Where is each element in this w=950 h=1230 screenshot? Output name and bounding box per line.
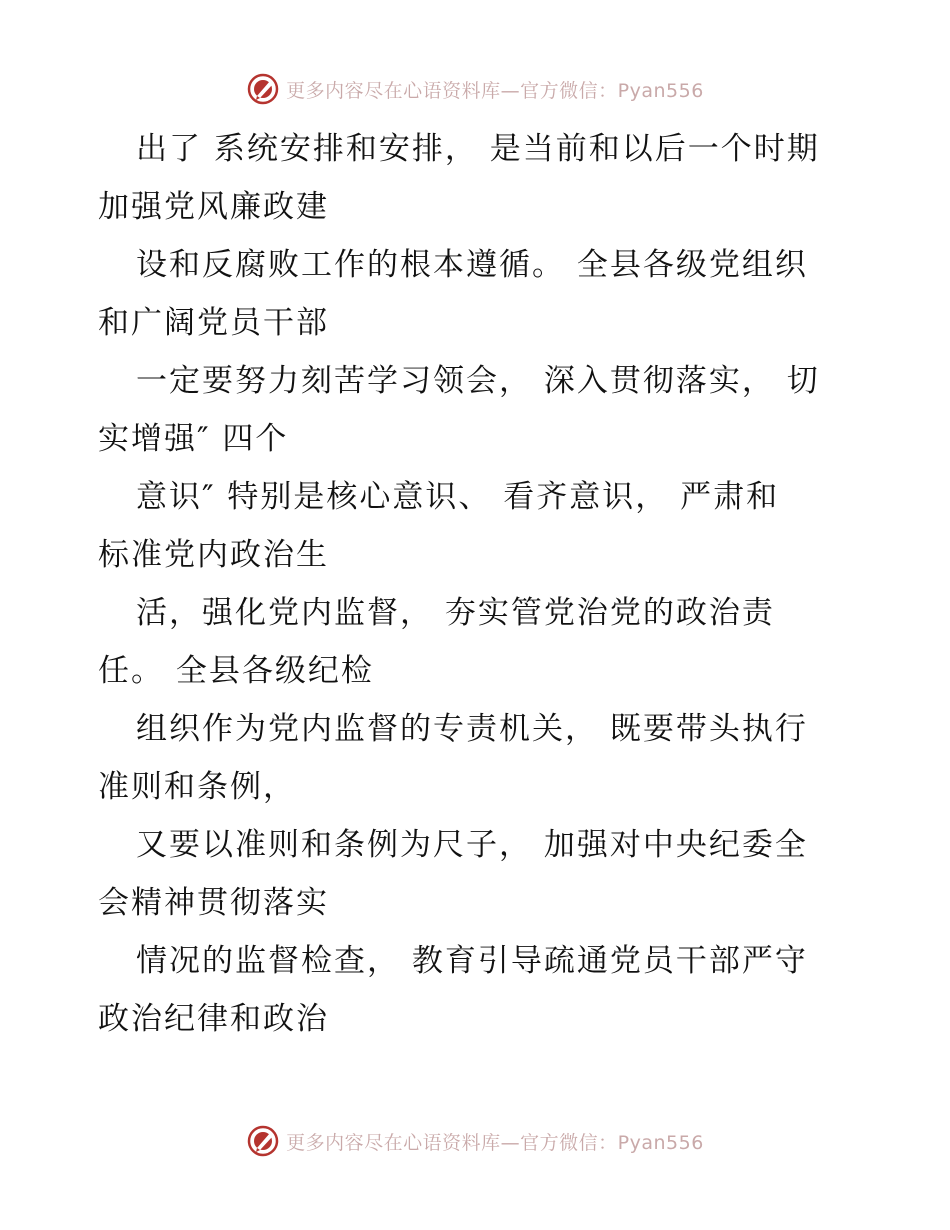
body-line: 组织作为党内监督的专责机关， 既要带头执行 — [136, 711, 808, 747]
header-watermark-text: 更多内容尽在心语资料库—官方微信：Pyan556 — [286, 79, 704, 102]
body-line: 出了 系统安排和安排， 是当前和以后一个时期 — [136, 131, 820, 167]
footer-watermark-text: 更多内容尽在心语资料库—官方微信：Pyan556 — [286, 1131, 704, 1154]
body-line: 加强党风廉政建 — [98, 189, 329, 225]
body-line: 和广阔党员干部 — [98, 305, 329, 341]
body-line: 实增强″ 四个 — [98, 421, 289, 457]
pen-circle-logo-icon — [246, 1124, 280, 1158]
body-line: 任。 全县各级纪检 — [98, 653, 374, 689]
body-line: 标准党内政治生 — [98, 537, 329, 573]
body-line: 情况的监督检查， 教育引导疏通党员干部严守 — [136, 943, 808, 979]
header-watermark-banner — [0, 72, 950, 106]
body-line: 设和反腐败工作的根本遵循。 全县各级党组织 — [136, 247, 808, 283]
body-line: 一定要努力刻苦学习领会， 深入贯彻落实， 切 — [136, 363, 820, 399]
body-line: 又要以准则和条例为尺子， 加强对中央纪委全 — [136, 827, 808, 863]
document-body — [98, 120, 898, 1048]
body-line: 会精神贯彻落实 — [98, 885, 329, 921]
body-line: 政治纪律和政治 — [98, 1001, 329, 1037]
body-line: 活，强化党内监督， 夯实管党治党的政治责 — [136, 595, 775, 631]
body-line: 准则和条例， — [98, 769, 296, 805]
footer-watermark-banner — [0, 1124, 950, 1158]
body-line: 意识″ 特别是核心意识、 看齐意识， 严肃和 — [136, 479, 780, 515]
pen-circle-logo-icon — [246, 72, 280, 106]
